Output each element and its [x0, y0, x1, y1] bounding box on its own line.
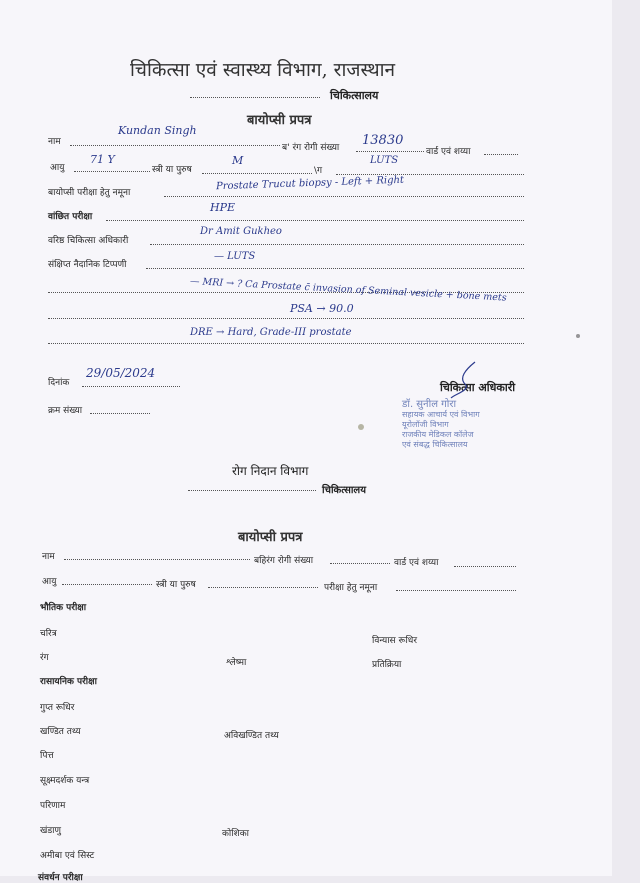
seal-line-4: राजकीय मेडिकल कॉलेज: [402, 430, 474, 439]
date-value: 29/05/2024: [86, 366, 156, 380]
exam-label: वांछित परीक्षा: [48, 212, 93, 222]
sample-value: Prostate Trucut biopsy - Left + Right: [215, 174, 405, 193]
dept-title: रोग निदान विभाग: [232, 464, 309, 478]
chemical-heading: रासायनिक परीक्षा: [40, 677, 97, 687]
bottom-reg-line: [330, 563, 390, 564]
g-line: [336, 174, 524, 175]
department-title: चिकित्सा एवं स्वास्थ्य विभाग, राजस्थान: [130, 59, 396, 81]
age-label: आयु: [50, 163, 65, 173]
color-label: रंग: [40, 653, 49, 663]
bottom-ward-label: वार्ड एवं शय्या: [394, 558, 439, 568]
character-label: चरित्र: [40, 629, 57, 639]
notes-label: संक्षिप्त नैदानिक टिप्पणी: [48, 260, 127, 270]
reg-label: ब' रंग रोगी संख्या: [282, 143, 340, 153]
granules-label: खंडाणु: [40, 826, 62, 836]
seal-line-3: यूरोलॉजी विभाग: [402, 420, 449, 429]
bottom-reg-label: बहिरंग रोगी संख्या: [254, 556, 314, 566]
culture-label: संवर्धन परीक्षा: [38, 873, 83, 883]
bottom-form-title: बायोप्सी प्रपत्र: [238, 530, 303, 545]
g-label: \ग: [314, 166, 323, 176]
date-line: [82, 386, 180, 387]
officer-value: Dr Amit Gukheo: [200, 226, 282, 237]
microscope-label: सूक्ष्मदर्शक यन्त्र: [40, 776, 90, 786]
reaction-label: प्रतिक्रिया: [372, 660, 402, 670]
note-2: — MRI → ? Ca Prostate c̄ invasion of Seminal vesicle + bone mets: [189, 276, 507, 304]
bottom-sample-label: परीक्षा हेतु नमूना: [324, 583, 378, 593]
signature-scribble: [445, 360, 485, 400]
result-label: परिणाम: [40, 801, 66, 811]
form-title: बायोप्सी प्रपत्र: [247, 113, 312, 128]
bottom-sample-line: [396, 590, 516, 591]
paper-speck: [358, 424, 364, 430]
cells-label: कोशिका: [222, 829, 249, 839]
reg-value: 13830: [362, 133, 404, 148]
bottom-name-label: नाम: [42, 552, 55, 562]
bile-label: पित्त: [40, 751, 54, 761]
officer-line: [150, 244, 524, 245]
age-value: 71 Y: [90, 153, 115, 166]
name-label: नाम: [48, 137, 61, 147]
bottom-age-label: आयु: [42, 577, 57, 587]
unfragmented-label: अविखण्डित तथ्य: [224, 731, 279, 741]
note-1: — LUTS: [214, 251, 256, 262]
occult-label: गुप्त रूधिर: [40, 703, 75, 713]
serial-label: क्रम संख्या: [48, 406, 83, 416]
paper-speck: [576, 334, 580, 338]
exam-value: HPE: [210, 201, 236, 214]
seal-line-2: सहायक आचार्य एवं विभाग: [402, 410, 480, 419]
sample-label: बायोप्सी परीक्षा हेतु नमूना: [48, 188, 131, 198]
fragmented-label: खण्डित तथ्य: [40, 727, 81, 737]
sex-line: [202, 173, 312, 174]
exam-line: [106, 220, 524, 221]
notes-line-1: [146, 268, 524, 269]
bottom-sex-line: [208, 587, 318, 588]
amoeba-label: अमीबा एवं सिस्ट: [40, 851, 95, 861]
hospital-label: चिकित्सालय: [330, 89, 379, 102]
ward-line: [484, 154, 518, 155]
sex-value: M: [232, 154, 244, 167]
name-value: Kundan Singh: [118, 124, 197, 137]
g-value: LUTS: [370, 155, 399, 166]
note-3: PSA → 90.0: [290, 302, 354, 315]
serial-line: [90, 413, 150, 414]
mucus-label: श्लेष्मा: [226, 658, 247, 668]
officer-label: वरिष्ठ चिकित्सा अधिकारी: [48, 236, 129, 246]
bottom-name-line: [64, 559, 250, 560]
bottom-ward-line: [454, 566, 516, 567]
ward-label: वार्ड एवं शय्या: [426, 147, 471, 157]
notes-line-4: [48, 343, 524, 344]
reg-line: [356, 151, 424, 152]
note-4: DRE → Hard, Grade-III prostate: [190, 327, 352, 338]
bottom-hospital-label: चिकित्सालय: [322, 485, 366, 496]
sex-label: स्त्री या पुरुष: [152, 165, 192, 175]
name-line: [70, 145, 280, 146]
seal-line-5: एवं संबद्ध चिकित्सालय: [402, 440, 468, 449]
bottom-sex-label: स्त्री या पुरुष: [156, 580, 196, 590]
notes-line-3: [48, 318, 524, 319]
hospital-dotted-line: [190, 97, 320, 98]
date-label: दिनांक: [48, 378, 70, 388]
seal-line-1: डॉ. सुनील गोरा: [402, 399, 457, 410]
officer-sign-label: चिकित्सा अधिकारी: [440, 381, 516, 394]
age-line: [74, 171, 150, 172]
bottom-hospital-line: [188, 490, 316, 491]
arrangement-label: विन्यास रूधिर: [372, 636, 418, 646]
bottom-age-line: [62, 584, 152, 585]
officer-seal: [402, 400, 480, 450]
physical-heading: भौतिक परीक्षा: [40, 603, 87, 613]
sample-line: [164, 196, 524, 197]
